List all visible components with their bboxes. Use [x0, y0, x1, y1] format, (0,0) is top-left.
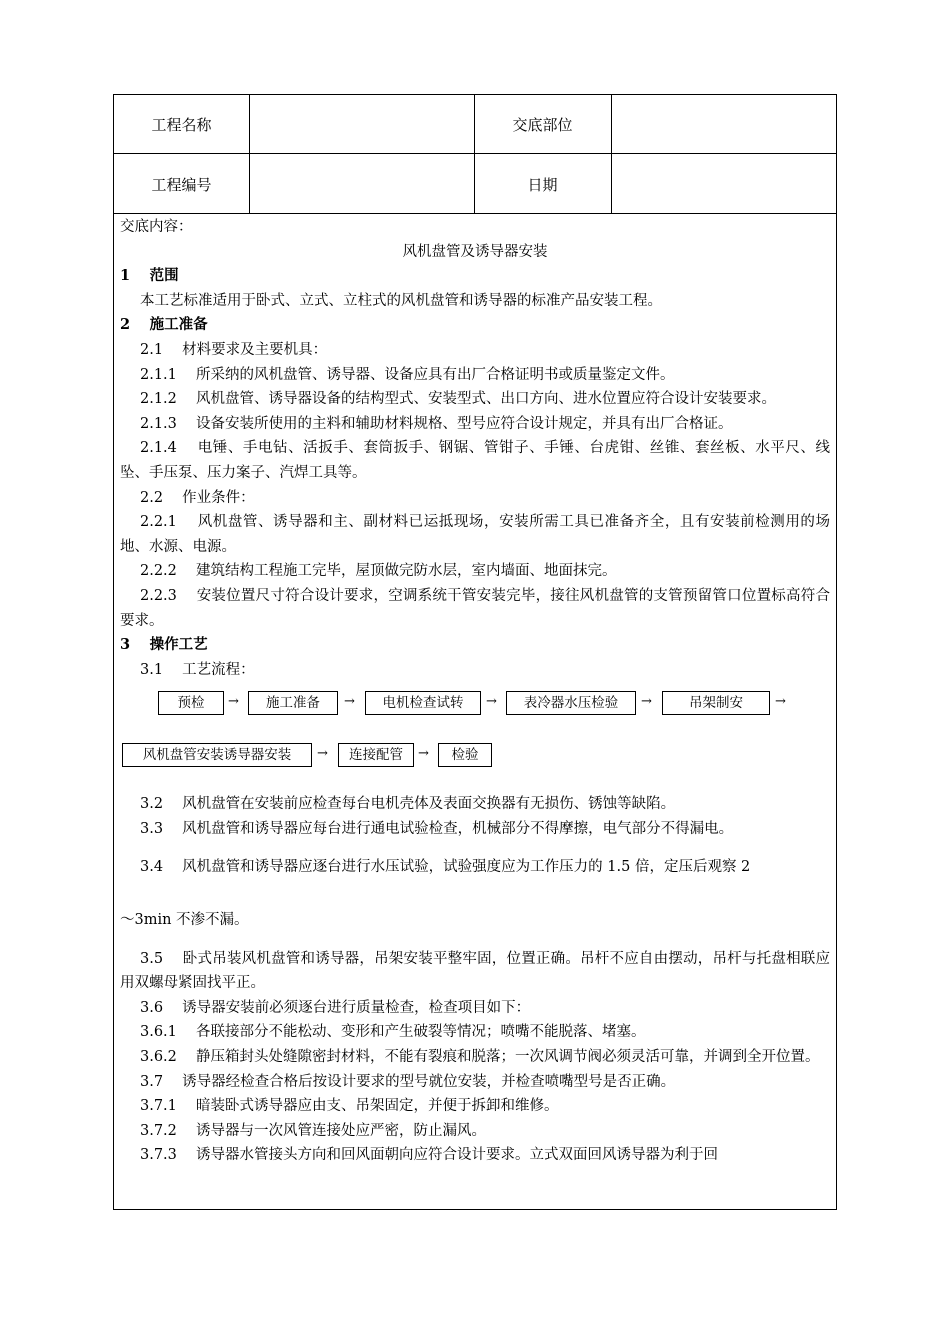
header-col-divider-2: [474, 95, 475, 213]
project-no-label: 工程编号: [151, 176, 212, 194]
section-3-2: 3.2 风机盘管在安装前应检查每台电机壳体及表面交换器有无损伤、锈蚀等缺陷。: [140, 796, 676, 813]
section-3-4: 3.4 风机盘管和诱导器应逐台进行水压试验，试验强度应为工作压力的 1.5 倍，定压后观察 2: [140, 859, 751, 876]
section-3-7-1: 3.7.1 暗装卧式诱导器应由支、吊架固定，并便于拆卸和维修。: [140, 1098, 559, 1115]
flow-arrow: →: [486, 694, 497, 710]
flow-arrow: →: [344, 694, 355, 710]
section-2-1-1: 2.1.1 所采纳的风机盘管、诱导器、设备应具有出厂合格证明书或质量鉴定文件。: [140, 366, 675, 383]
header-row-divider: [114, 153, 836, 154]
flow-arrow: →: [641, 694, 652, 710]
section-2-2-1: 2.2.1 风机盘管、诱导器和主、副材料已运抵现场，安装所需工具已准备齐全，且有安装前检测用的场地、水源、电源。: [120, 514, 830, 555]
flow-arrow: →: [418, 746, 429, 762]
section-1-text: 本工艺标准适用于卧式、立式、立柱式的风机盘管和诱导器的标准产品安装工程。: [140, 292, 662, 309]
section-2-1-4: 2.1.4 电锤、手电钻、活扳手、套筒扳手、钢锯、管钳子、手锤、台虎钳、丝锥、套丝板、水平尺、线坠、手压泵、压力案子、汽焊工具等。: [120, 440, 830, 481]
flow-step-preparation: 施工准备: [248, 691, 338, 715]
flow-arrow: →: [228, 694, 239, 710]
section-2-1: 2.1 材料要求及主要机具：: [140, 341, 328, 358]
flow-step-precheck: 预检: [158, 691, 224, 715]
section-2-2-2: 2.2.2 建筑结构工程施工完毕，屋顶做完防水层，室内墙面、地面抹完。: [140, 563, 617, 580]
section-2-1-3: 2.1.3 设备安装所使用的主料和辅助材料规格、型号应符合设计规定，并具有出厂合格证。: [140, 415, 733, 432]
section-3-7-3: 3.7.3 诱导器水管接头方向和回风面朝向应符合设计要求。立式双面回风诱导器为利于回: [140, 1147, 718, 1164]
section-1-heading: 1 范围: [120, 267, 179, 285]
section-3-6-2: 3.6.2 静压箱封头处缝隙密封材料，不能有裂痕和脱落；一次风调节阀必须灵活可靠，并调到全开位置。: [140, 1049, 820, 1066]
section-3-7-2: 3.7.2 诱导器与一次风管连接处应严密，防止漏风。: [140, 1122, 487, 1139]
process-flowchart: [120, 682, 830, 792]
flow-step-piping: 连接配管: [338, 743, 414, 767]
section-3-heading: 3 操作工艺: [120, 636, 208, 654]
header-bottom-divider: [114, 213, 836, 214]
section-3-3: 3.3 风机盘管和诱导器应每台进行通电试验检查，机械部分不得摩擦，电气部分不得漏电。: [140, 820, 734, 837]
header-col-divider-3: [611, 95, 612, 213]
date-label: 日期: [527, 176, 558, 194]
flow-step-pressure-test: 表冷器水压检验: [506, 691, 636, 715]
flow-arrow: →: [317, 746, 328, 762]
section-2-2-3: 2.2.3 安装位置尺寸符合设计要求，空调系统干管安装完毕，接往风机盘管的支管预留管口位置标高符合要求。: [120, 587, 830, 629]
section-3-1: 3.1 工艺流程：: [140, 661, 255, 678]
content-intro: 交底内容：: [120, 219, 193, 235]
section-2-1-2: 2.1.2 风机盘管、诱导器设备的结构型式、安装型式、出口方向、进水位置应符合设计安装要求。: [140, 391, 776, 408]
section-3-6: 3.6 诱导器安装前必须逐台进行质量检查，检查项目如下：: [140, 999, 531, 1016]
flow-step-inspection: 检验: [438, 743, 492, 767]
section-2-2: 2.2 作业条件：: [140, 489, 255, 506]
disclosure-part-label: 交底部位: [512, 116, 573, 134]
project-name-label: 工程名称: [151, 116, 212, 134]
section-3-5: 3.5 卧式吊装风机盘管和诱导器，吊架安装平整牢固，位置正确。吊杆不应自由摆动，吊杆与托盘相联应用双螺母紧固找平正。: [120, 950, 830, 992]
content-title: 风机盘管及诱导器安装: [402, 243, 548, 260]
section-2-heading: 2 施工准备: [120, 316, 208, 334]
flow-arrow: →: [775, 694, 786, 710]
disclosure-form: [113, 94, 837, 1210]
flow-step-install: 风机盘管安装诱导器安装: [122, 743, 312, 767]
flow-step-motor-test: 电机检查试转: [365, 691, 481, 715]
section-3-6-1: 3.6.1 各联接部分不能松动、变形和产生破裂等情况；喷嘴不能脱落、堵塞。: [140, 1024, 646, 1041]
flow-step-hanger: 吊架制安: [662, 691, 770, 715]
section-3-7: 3.7 诱导器经检查合格后按设计要求的型号就位安装，并检查喷嘴型号是否正确。: [140, 1073, 676, 1090]
section-3-4-cont: ～3min 不渗不漏。: [120, 912, 249, 929]
disclosure-content: [120, 215, 830, 1168]
header-col-divider-1: [249, 95, 250, 213]
